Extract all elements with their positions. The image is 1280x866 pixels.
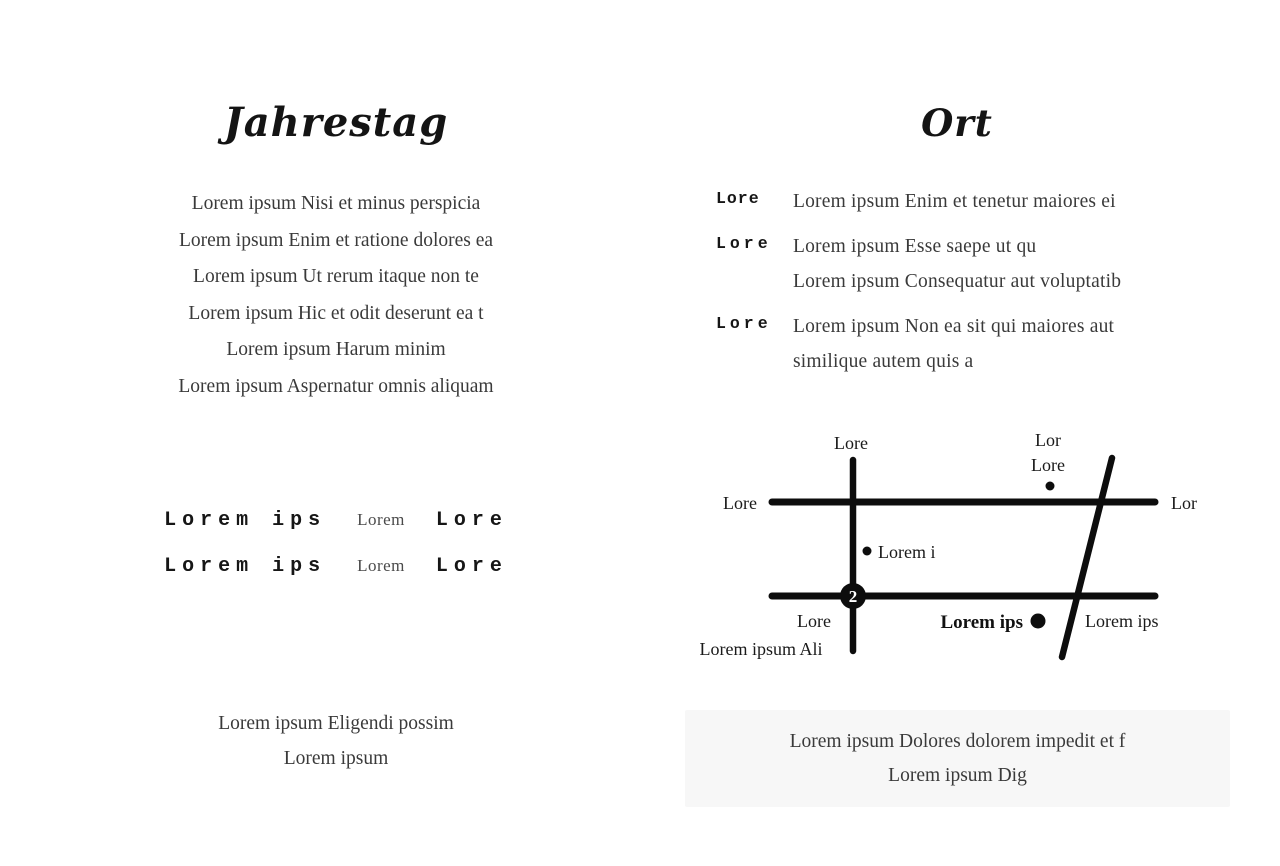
location-row-line: Lorem ipsum Non ea sit qui maiores aut [793,316,1115,337]
location-row [716,184,1186,219]
right-column-title: Ort [921,101,993,145]
location-row [716,309,1186,379]
note-box [685,710,1230,807]
note-line: Lorem ipsum Dolores dolorem impedit et f [789,731,1126,752]
footer-line: Lorem ipsum Eligendi possim [218,713,454,734]
paragraph-line: Lorem ipsum Enim et ratione dolores ea [178,229,494,251]
location-row-text [793,184,1116,219]
schedule-table [96,509,576,588]
map-street-label-right: Lor [1171,493,1197,513]
location-row-label: Lore [716,189,760,208]
map-poi-mid-label: Lorem i [878,542,936,562]
schedule-detail: Lorem [357,556,405,575]
map-poi-top-line1: Lor [1035,430,1061,450]
map-bottom-label1: Lore [797,611,831,631]
location-row-label: Lore [716,314,772,333]
footer-line: Lorem ipsum [283,747,389,769]
paragraph-line: Lorem ipsum Aspernatur omnis aliquam [178,375,494,397]
schedule-slot: Lorem ips [164,555,327,578]
schedule-row [96,509,576,542]
location-row-label: Lore [716,234,772,253]
location-row-line: Lorem ipsum Enim et tenetur maiores ei [793,191,1116,212]
schedule-venue: Lore [435,509,508,532]
left-footer [96,707,576,776]
map-poi-mid-dot [863,547,872,556]
map-street-label-left: Lore [723,493,757,513]
location-row-line: Lorem ipsum Esse saepe ut qu [793,236,1037,257]
map-poi-top-dot [1046,482,1055,491]
map-street-label-top: Lore [834,433,868,453]
map-destination-label: Lorem ips [940,612,1023,633]
paragraph-line: Lorem ipsum Ut rerum itaque non te [193,266,479,288]
map-destination-dot [1031,614,1046,629]
note-line: Lorem ipsum Dig [888,765,1027,786]
paragraph-line: Lorem ipsum Harum minim [226,339,446,361]
location-map [680,425,1240,670]
location-row-text [793,229,1121,299]
paragraph-line: Lorem ipsum Hic et odit deserunt ea t [188,302,484,324]
left-column-title: Jahrestag [223,99,449,146]
schedule-venue: Lore [435,555,508,578]
location-row-line: similique autem quis a [793,351,974,372]
location-row [716,229,1186,299]
map-bottom-label2: Lorem ipsum Ali [699,639,823,659]
paragraph-line: Lorem ipsum Nisi et minus perspicia [191,193,481,214]
schedule-detail: Lorem [357,510,405,529]
left-paragraph [96,186,576,406]
schedule-slot: Lorem ips [164,509,327,532]
map-junction-number: 2 [848,587,858,606]
schedule-row [96,555,576,588]
map-diagonal-street-label: Lorem ips [1085,611,1159,631]
map-poi-top-line2: Lore [1031,455,1065,475]
location-row-text [793,309,1114,379]
location-row-line: Lorem ipsum Consequatur aut voluptatib [793,271,1122,292]
